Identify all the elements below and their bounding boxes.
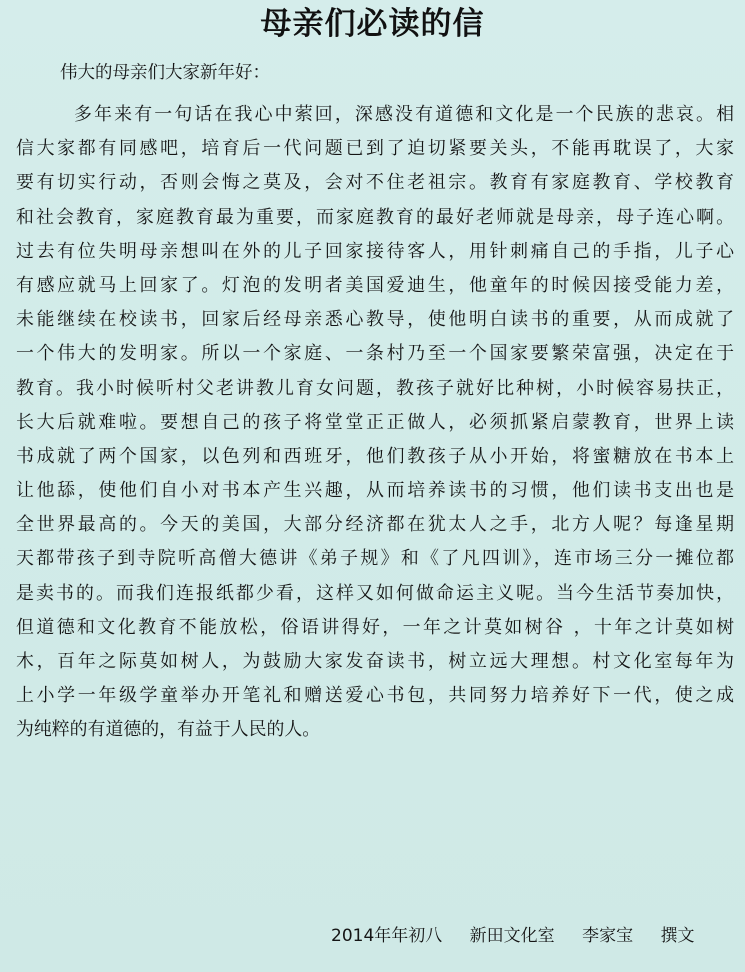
signature-organization: 新田文化室 <box>469 926 555 946</box>
body-line: 全世界最高的。今天的美国，大部分经济都在犹太人之手，北方人呢？每逢星期 <box>16 514 734 536</box>
signature-date: 2014年年初八 <box>331 926 443 946</box>
body-line: 多年来有一句话在我心中萦回，深感没有道德和文化是一个民族的悲哀。相 <box>74 104 734 125</box>
body-line: 有感应就马上回家了。灯泡的发明者美国爱迪生，他童年的时候因接受能力差， <box>16 274 734 296</box>
body-line: 长大后就难啦。要想自己的孩子将堂堂正正做人，必须抓紧启蒙教育，世界上读 <box>16 411 734 433</box>
body-line: 教育。我小时候听村父老讲教儿育女问题，教孩子就好比种树，小时候容易扶正， <box>16 377 734 399</box>
body-line: 是卖书的。而我们连报纸都少看，这样又如何做命运主义呢。当今生活节奏加快， <box>16 582 734 604</box>
letter-body <box>16 98 734 748</box>
body-line: 上小学一年级学童举办开笔礼和赠送爱心书包，共同努力培养好下一代，使之成 <box>16 685 734 707</box>
body-line: 信大家都有同感吧，培育后一代问题已到了迫切紧要关头，不能再耽误了，大家 <box>16 138 734 160</box>
body-line: 让他舔，使他们自小对书本产生兴趣，从而培养读书的习惯，他们读书支出也是 <box>16 480 734 502</box>
body-line: 但道德和文化教育不能放松，俗语讲得好，一年之计莫如树谷 ，十年之计莫如树 <box>16 616 734 638</box>
signature-author: 李家宝 <box>582 926 634 946</box>
body-line: 书成就了两个国家，以色列和西班牙，他们教孩子从小开始，将蜜糖放在书本上 <box>16 445 734 467</box>
body-line-final: 为纯粹的有道德的，有益于人民的人。 <box>16 719 321 741</box>
greeting-line: 伟大的母亲们大家新年好： <box>60 63 270 83</box>
body-line: 过去有位失明母亲想叫在外的儿子回家接待客人，用针刺痛自己的手指，儿子心 <box>16 240 734 262</box>
body-line: 和社会教育，家庭教育最为重要，而家庭教育的最好老师就是母亲，母子连心啊。 <box>16 206 734 228</box>
signature-role: 撰文 <box>660 926 695 946</box>
body-line: 一个伟大的发明家。所以一个家庭、一条村乃至一个国家要繁荣富强，决定在于 <box>16 343 734 365</box>
body-line: 未能继续在校读书，回家后经母亲悉心教导，使他明白读书的重要，从而成就了 <box>16 309 734 331</box>
body-line: 天都带孩子到寺院听高僧大德讲《弟子规》和《了凡四训》，连市场三分一摊位都 <box>16 548 734 570</box>
body-line: 木，百年之际莫如树人，为鼓励大家发奋读书，树立远大理想。村文化室每年为 <box>16 651 734 672</box>
signature-line <box>331 923 694 949</box>
body-line: 要有切实行动，否则会悔之莫及，会对不住老祖宗。教育有家庭教育、学校教育 <box>16 172 734 194</box>
document-title: 母亲们必读的信 <box>260 6 485 42</box>
